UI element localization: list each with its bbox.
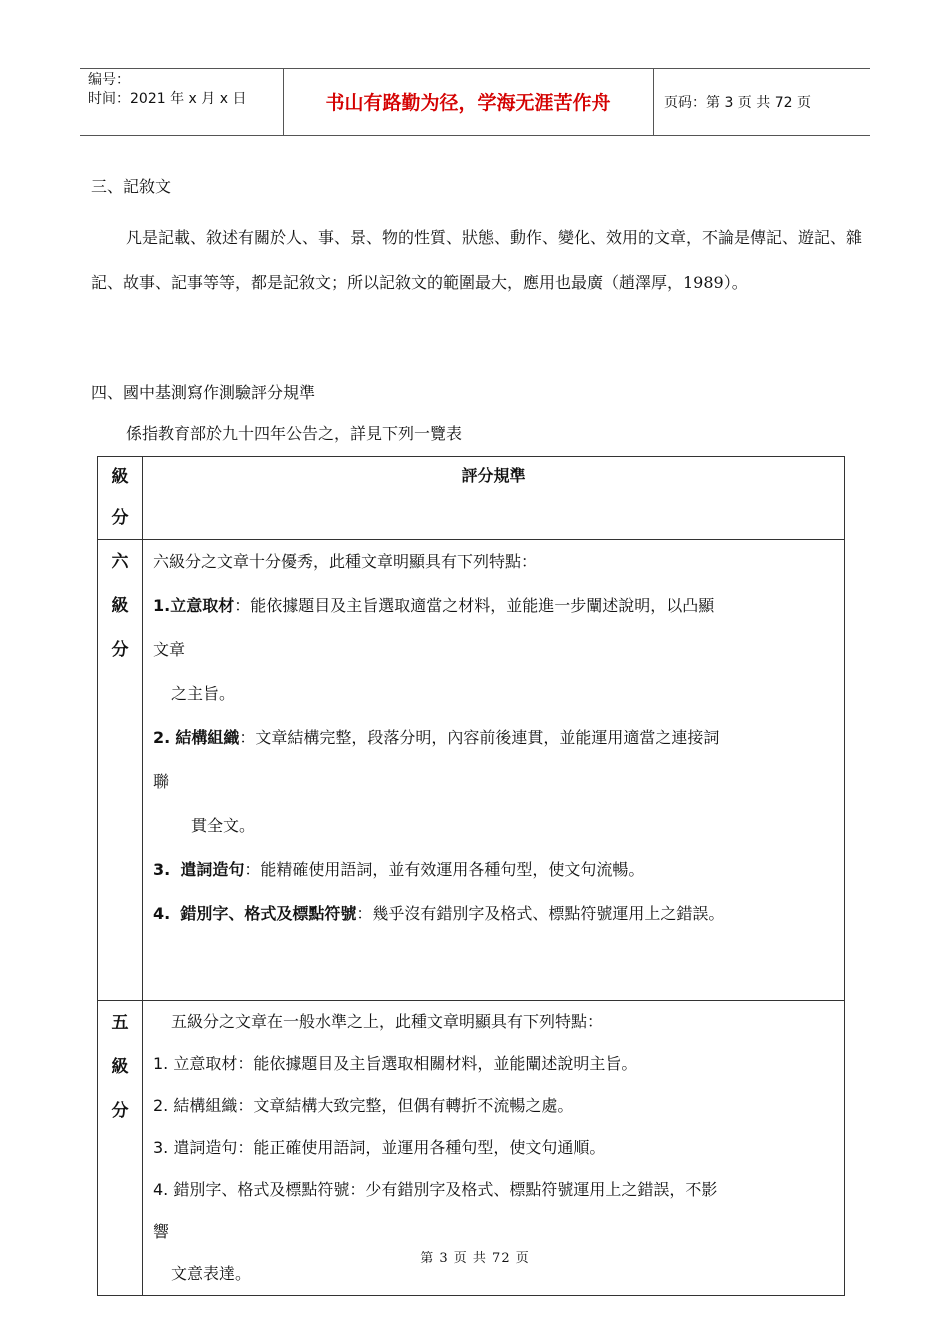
criterion-item: 1. 立意取材：能依據題目及主旨選取相關材料，並能闡述說明主旨。 (153, 1054, 638, 1073)
criterion-item: 2. 結構組織：文章結構完整，段落分明，內容前後連貫，並能運用適當之連接詞 (153, 728, 720, 747)
level-header-cell (98, 457, 143, 540)
level-header-char: 級 (111, 467, 129, 487)
level-char: 分 (111, 1101, 129, 1121)
criterion-item: 4. 錯別字、格式及標點符號：少有錯別字及格式、標點符號運用上之錯誤，不影 (153, 1180, 718, 1199)
level-header-char: 分 (111, 508, 129, 528)
level-char: 級 (111, 1057, 129, 1077)
criterion-wrap: 聯 (153, 772, 170, 791)
row-intro: 六級分之文章十分優秀，此種文章明顯具有下列特點： (153, 552, 538, 571)
level-cell (98, 540, 143, 1001)
criterion-item: 3. 遣詞造句：能精確使用語詞，並有效運用各種句型，使文句流暢。 (153, 860, 645, 879)
criterion-label: 立意取材 (170, 596, 235, 615)
row-intro: 五級分之文章在一般水準之上，此種文章明顯具有下列特點： (171, 1012, 604, 1031)
criterion-item: 2. 結構組織：文章結構大致完整，但偶有轉折不流暢之處。 (153, 1096, 574, 1115)
section3-paragraph-text: 凡是記載、敘述有關於人、事、景、物的性質、狀態、動作、變化、效用的文章，不論是傳記、遊記、雜記、故事、記事等等，都是記敘文；所以記敘文的範圍最大，應用也最廣（趙澤厚，1989）。 (91, 228, 863, 292)
level-char: 五 (111, 1013, 129, 1033)
header-page-info: 页码：第 3 页 共 72 页 (664, 95, 811, 111)
criterion-label: 結構組織 (175, 728, 240, 747)
level-char: 級 (111, 596, 129, 616)
level-char: 六 (111, 552, 129, 572)
criterion-continuation: 貫全文。 (191, 816, 256, 835)
level-char: 分 (111, 640, 129, 660)
time-label: 时间：2021 年 x 月 x 日 (88, 91, 247, 107)
criterion-wrap: 文章 (153, 640, 186, 659)
criterion-label: 遣詞造句 (180, 860, 245, 879)
criterion-item: 4. 錯別字、格式及標點符號：幾乎沒有錯別字及格式、標點符號運用上之錯誤。 (153, 904, 725, 923)
page-footer: 第 3 页 共 72 页 (420, 1251, 530, 1266)
header-divider-right (653, 68, 654, 135)
header-motto: 书山有路勤为径，学海无涯苦作舟 (325, 92, 611, 114)
criterion-wrap: 響 (153, 1222, 170, 1241)
criterion-label: 錯別字、格式及標點符號 (180, 904, 357, 923)
section3-paragraph (91, 215, 866, 305)
table-header-row (98, 457, 845, 540)
table-row (98, 540, 845, 1001)
criterion-continuation: 文意表達。 (171, 1264, 252, 1283)
section4-title: 四、國中基測寫作測驗評分規準 (91, 383, 316, 402)
criteria-cell (143, 540, 845, 1001)
header-bottom-rule (80, 135, 870, 136)
criterion-item: 1.立意取材：能依據題目及主旨選取適當之材料，並能進一步闡述說明，以凸顯 (153, 596, 715, 615)
serial-label: 编号： (88, 72, 130, 88)
criterion-item: 3. 遣詞造句：能正確使用語詞，並運用各種句型，使文句通順。 (153, 1138, 606, 1157)
criterion-continuation: 之主旨。 (171, 684, 236, 703)
criteria-header-cell: 評分規準 (143, 457, 845, 540)
scoring-rubric-table (97, 456, 845, 1296)
section3-title: 三、記敘文 (91, 177, 172, 196)
header-meta (88, 71, 246, 109)
section4-intro: 係指教育部於九十四年公告之，詳見下列一覽表 (126, 424, 463, 443)
